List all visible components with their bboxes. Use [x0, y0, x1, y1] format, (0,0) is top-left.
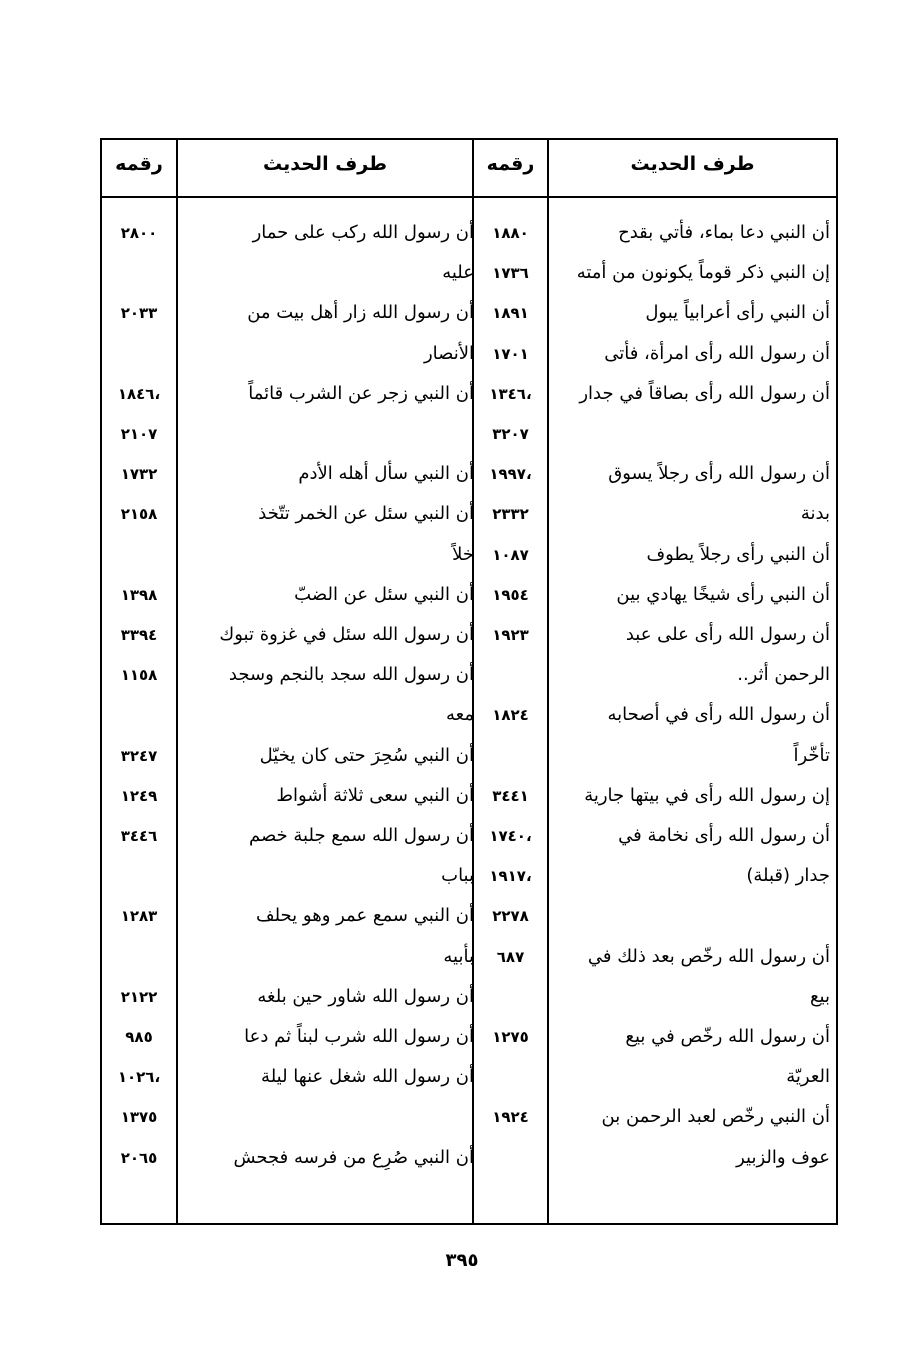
- hadith-text: أن النبي رأى شيخًا يهادي بين: [616, 583, 830, 605]
- hadith-text: أن رسول الله ركب على حمار: [252, 222, 474, 243]
- hadith-text: أن رسول الله شاور حين بلغه: [257, 985, 474, 1007]
- hadith-number: ٢١٠٧: [120, 425, 158, 443]
- hadith-text: بباب: [441, 865, 474, 887]
- hadith-text: أن رسول الله زار أهل بيت من: [247, 302, 474, 324]
- hadith-text: أن رسول الله رخّص في بيع: [625, 1026, 830, 1047]
- hadith-text: أن رسول الله رأى في أصحابه: [607, 704, 830, 726]
- hadith-text: أن النبي زجر عن الشرب قائماً: [248, 382, 474, 404]
- column-divider: [547, 140, 549, 1223]
- hadith-text: أن رسول الله رأى بصاقاً في جدار: [579, 382, 830, 404]
- hadith-text: أن النبي سأل أهله الأدم: [298, 463, 474, 485]
- header-hadith-right: طرف الحديث: [630, 153, 755, 175]
- hadith-text: أن النبي رأى رجلاً يطوف: [646, 543, 830, 565]
- hadith-number: ١٨٩١: [492, 304, 529, 323]
- hadith-number: ١٧٠١: [492, 344, 529, 363]
- hadith-number: ١٣٧٥: [120, 1108, 158, 1127]
- hadith-number: ١٧٣٢: [120, 465, 158, 484]
- hadith-text: أن رسول الله رخّص بعد ذلك في: [587, 945, 830, 967]
- hadith-number: ١٩٥٤: [492, 585, 529, 604]
- hadith-text: أن النبي سعى ثلاثة أشواط: [276, 784, 474, 806]
- column-divider: [176, 140, 178, 1223]
- hadith-text: أن رسول الله سئل في غزوة تبوك: [219, 624, 474, 645]
- hadith-text: بيع: [809, 985, 830, 1007]
- hadith-number: ١٩٢٣: [492, 626, 529, 644]
- hadith-number: ١١٥٨: [120, 666, 158, 685]
- hadith-text: أن النبي رخّص لعبد الرحمن بن: [601, 1106, 830, 1128]
- hadith-text: تأخّراً: [793, 744, 830, 766]
- hadith-number: ١٠٨٧: [492, 545, 529, 564]
- hadith-number: ٢٣٣٢: [492, 505, 529, 524]
- hadith-text: أن النبي سمع عمر وهو يحلف: [255, 905, 474, 927]
- hadith-text: أن النبي رأى أعرابياً يبول: [645, 302, 830, 324]
- hadith-number: ٢٠٣٣: [120, 304, 158, 323]
- hadith-text: أن النبي دعا بماء، فأتي بقدح: [618, 222, 830, 243]
- hadith-number: ١٨٤٦،: [117, 384, 161, 403]
- hadith-text: خلاً: [452, 543, 474, 565]
- hadith-number: ١٩١٧،: [489, 867, 532, 886]
- hadith-text: إن رسول الله رأى في بيتها جارية: [584, 784, 830, 806]
- hadith-number: ١٣٩٨: [120, 585, 158, 604]
- hadith-index-table: [100, 138, 838, 1225]
- hadith-number: ٢٠٦٥: [120, 1148, 158, 1167]
- hadith-text: أن رسول الله رأى رجلاً يسوق: [608, 463, 830, 485]
- hadith-number: ١٠٢٦،: [117, 1068, 161, 1087]
- hadith-number: ١٧٤٠،: [489, 827, 532, 845]
- hadith-text: أن النبي سُحِرَ حتى كان يخيّل: [259, 744, 474, 766]
- hadith-text: بدنة: [800, 503, 830, 525]
- hadith-number: ٦٨٧: [496, 947, 525, 966]
- hadith-text: إن النبي ذكر قوماً يكونون من أمته: [576, 262, 830, 284]
- hadith-text: الأنصار: [423, 342, 474, 364]
- hadith-number: ٩٨٥: [125, 1028, 153, 1046]
- hadith-number: ٢٨٠٠: [120, 224, 158, 242]
- hadith-number: ١٢٤٩: [120, 786, 158, 805]
- hadith-text: أن رسول الله سجد بالنجم وسجد: [228, 664, 474, 686]
- hadith-number: ١٩٢٤: [492, 1108, 529, 1127]
- hadith-text: أن رسول الله شغل عنها ليلة: [261, 1066, 474, 1088]
- hadith-text: معه: [446, 704, 474, 726]
- hadith-number: ١٨٨٠: [492, 224, 529, 242]
- hadith-number: ١٧٣٦: [492, 264, 529, 283]
- header-number-right: رقمه: [486, 153, 535, 175]
- hadith-number: ٢١٥٨: [120, 505, 158, 524]
- hadith-text: عوف والزبير: [736, 1146, 830, 1168]
- header-number-left: رقمه: [115, 153, 163, 175]
- hadith-text: أن رسول الله رأى على عبد: [625, 624, 830, 645]
- hadith-number: ٣٣٩٤: [120, 626, 158, 644]
- page-number: ٣٩٥: [445, 1250, 479, 1271]
- hadith-text: أن النبي صُرِع من فرسه فجحش: [233, 1146, 474, 1168]
- hadith-text: أن رسول الله سمع جلبة خصم: [248, 825, 474, 846]
- hadith-text: أن رسول الله شرب لبناً ثم دعا: [244, 1026, 474, 1047]
- hadith-number: ١٢٨٣: [120, 907, 158, 926]
- hadith-number: ٣٢٠٧: [492, 425, 529, 443]
- header-hadith-left: طرف الحديث: [263, 153, 387, 175]
- hadith-text: جدار (قبلة): [746, 865, 830, 887]
- hadith-text: عليه: [442, 262, 474, 284]
- hadith-text: الرحمن أثر..: [737, 664, 830, 686]
- hadith-number: ٢١٢٢: [120, 987, 158, 1006]
- hadith-text: أن رسول الله رأى نخامة في: [618, 825, 830, 846]
- hadith-text: أن النبي سئل عن الضبّ: [294, 583, 474, 605]
- hadith-number: ٢٢٧٨: [492, 907, 529, 926]
- hadith-number: ١٣٤٦،: [489, 384, 532, 403]
- hadith-number: ٣٤٤٦: [120, 827, 158, 845]
- hadith-text: العريّة: [786, 1066, 830, 1088]
- hadith-text: بأبيه: [443, 945, 474, 967]
- hadith-number: ١٨٢٤: [492, 706, 529, 725]
- hadith-number: ٣٤٤١: [492, 786, 529, 805]
- hadith-number: ١٢٧٥: [492, 1028, 529, 1046]
- hadith-number: ٣٢٤٧: [120, 746, 158, 765]
- hadith-number: ١٩٩٧،: [489, 465, 532, 484]
- hadith-text: أن رسول الله رأى امرأة، فأتى: [604, 342, 830, 364]
- hadith-text: أن النبي سئل عن الخمر تتّخذ: [258, 503, 474, 525]
